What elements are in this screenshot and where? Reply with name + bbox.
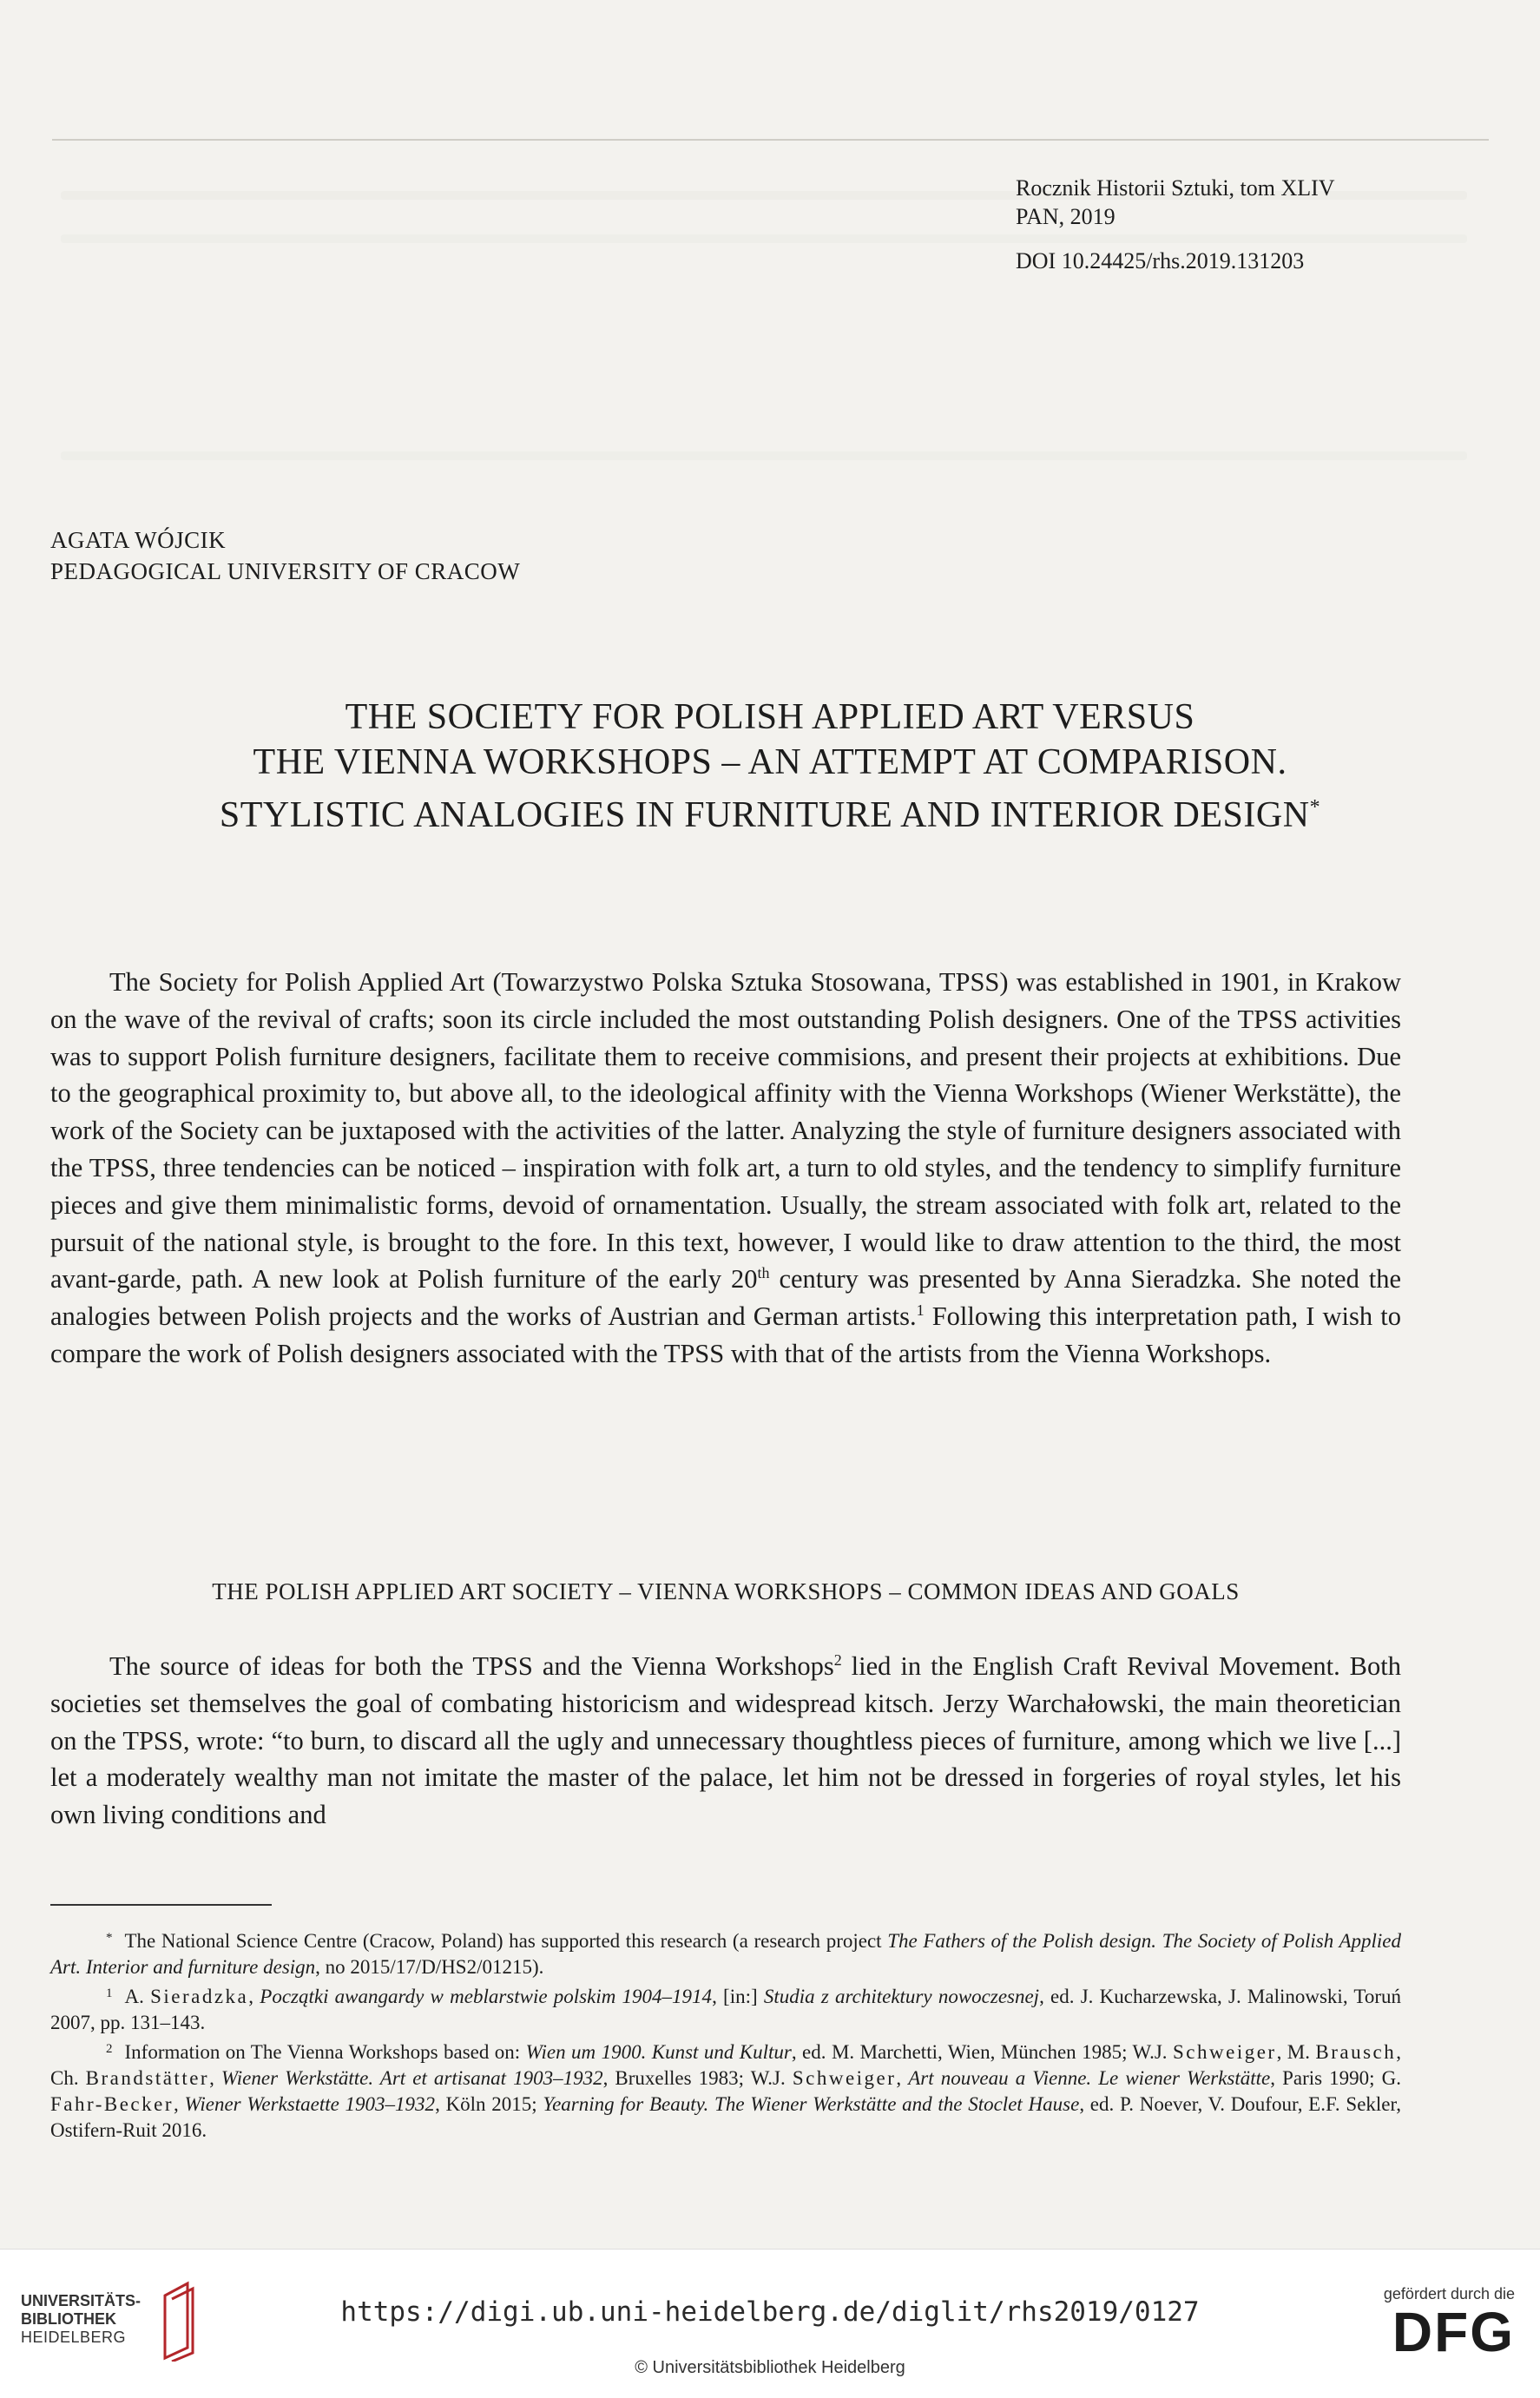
text-run: , Ch. bbox=[50, 2041, 1402, 2089]
title-line: THE SOCIETY FOR POLISH APPLIED ART VERSUS bbox=[345, 697, 1195, 737]
text-run: , Bruxelles 1983; W.J. bbox=[602, 2067, 793, 2089]
intro-paragraph bbox=[50, 964, 1401, 1373]
title-footnote-mark: * bbox=[1309, 796, 1321, 819]
text-run: lied in the English Craft Revival Movement. Both societies set themselves the goal of combating historicism and widespread kitsch. Jerzy Warchałowski, the main theoretician on the TPSS, wrote: “to burn, to discard all the ugly and unnecessary thoughtless pieces of furniture, among which we live [...] let a moderately wealthy man not imitate the master of the palace, let him not be dressed in forgeries of royal styles, let his own living conditions and bbox=[50, 1651, 1401, 1830]
title-line: STYLISTIC ANALOGIES IN FURNITURE AND INTERIOR DESIGN bbox=[219, 795, 1310, 835]
text-run: , Köln 2015; bbox=[435, 2093, 543, 2115]
text-run: , ed. P. Noever, V. Doufour, E.F. Sekler, Ostifern-Ruit 2016. bbox=[50, 2093, 1402, 2141]
text-run: , bbox=[248, 1986, 260, 2007]
italic-title: The Fathers of the Polish design. The Society of Polish Applied Art. Interior and furniture design bbox=[50, 1930, 1401, 1978]
text-run: The source of ideas for both the TPSS and the Vienna Workshops bbox=[109, 1651, 834, 1681]
page-header-rule bbox=[52, 139, 1489, 141]
footnote-mark: 2 bbox=[106, 2042, 113, 2056]
footnote-ref-1: 1 bbox=[916, 1301, 925, 1320]
text-run: , [in:] bbox=[712, 1986, 764, 2007]
text-run: Following this interpretation path, I wish to compare the work of Polish designers associated with the TPSS with that of the artists from the Vienna Workshops. bbox=[50, 1301, 1401, 1368]
footnote-rule bbox=[50, 1904, 272, 1906]
journal-publisher: PAN, 2019 bbox=[1016, 204, 1116, 229]
superscript: th bbox=[757, 1264, 770, 1282]
author-surname: Schweiger bbox=[1173, 2041, 1277, 2063]
author-surname: Brausch bbox=[1315, 2041, 1397, 2063]
text-run: , ed. M. Marchetti, Wien, München 1985; W.J. bbox=[791, 2041, 1173, 2063]
copyright-notice: © Universitätsbibliothek Heidelberg bbox=[635, 2358, 905, 2377]
italic-title: Studia z architektury nowoczesnej bbox=[763, 1986, 1040, 2007]
italic-title: Yearning for Beauty. The Wiener Werkstätte and the Stoclet Hause bbox=[543, 2093, 1080, 2115]
italic-title: Wiener Werkstätte. Art et artisanat 1903–1932 bbox=[220, 2067, 603, 2089]
text-run: The National Science Centre (Cracow, Poland) has supported this research (a research project bbox=[124, 1930, 888, 1952]
library-name-line: BIBLIOTHEK bbox=[21, 2310, 116, 2328]
author-block bbox=[50, 524, 520, 587]
footnote-mark: 1 bbox=[106, 1986, 113, 2000]
funder-label: gefördert durch die bbox=[1383, 2285, 1515, 2302]
doi: DOI 10.24425/rhs.2019.131203 bbox=[1016, 248, 1305, 273]
text-run: , Paris 1990; G. bbox=[1270, 2067, 1401, 2089]
journal-info bbox=[1016, 174, 1450, 275]
italic-title: Art nouveau a Vienne. Le wiener Werkstätte bbox=[908, 2067, 1271, 2089]
author-surname: Sieradzka bbox=[150, 1986, 249, 2007]
title-line-3 bbox=[52, 785, 1488, 838]
italic-title: Wiener Werkstaette 1903–1932 bbox=[184, 2093, 436, 2115]
author-surname: Brandstätter bbox=[85, 2067, 210, 2089]
text-run: , M. bbox=[1276, 2041, 1316, 2063]
text-run: century was presented by Anna Sieradzka. She noted the analogies between Polish projects and the works of Austrian and German artists. bbox=[50, 1264, 1402, 1332]
section-heading: THE POLISH APPLIED ART SOCIETY – VIENNA WORKSHOPS – COMMON IDEAS AND GOALS bbox=[212, 1578, 1240, 1604]
author-name: AGATA WÓJCIK bbox=[50, 527, 227, 553]
footnote-2 bbox=[50, 2036, 1401, 2144]
show-through bbox=[61, 451, 1467, 460]
italic-title: Wien um 1900. Kunst und Kultur bbox=[525, 2041, 792, 2063]
footnote-ref-2: 2 bbox=[833, 1650, 842, 1669]
footnotes bbox=[50, 1925, 1401, 2144]
author-surname: Fahr-Becker bbox=[50, 2093, 174, 2115]
article-title bbox=[52, 695, 1488, 838]
journal-name: Rocznik Historii Sztuki, tom XLIV bbox=[1016, 175, 1335, 201]
italic-title: Początki awangardy w meblarstwie polskim 1904–1914 bbox=[260, 1986, 713, 2007]
funder-logo[interactable] bbox=[1367, 2285, 1515, 2361]
dfg-logo: DFG bbox=[1392, 2301, 1515, 2363]
title-line: THE VIENNA WORKSHOPS – AN ATTEMPT AT COMPARISON. bbox=[253, 742, 1287, 782]
text-run: A. bbox=[124, 1986, 151, 2007]
footnote-1 bbox=[50, 1980, 1401, 2036]
text-run: , no 2015/17/D/HS2/01215). bbox=[315, 1956, 544, 1978]
author-surname: Schweiger bbox=[792, 2067, 897, 2089]
text-run: The Society for Polish Applied Art (Towarzystwo Polska Sztuka Stosowana, TPSS) was established in 1901, in Krakow on the wave of the revival of crafts; soon its circle included the most outstanding Polish designers. One of the TPSS activities was to support Polish furniture designers, facilitate them to receive commisions, and present their projects at exhibitions. Due to the geographical proximity to, but above all, to the ideological affinity with the Vienna Workshops (Wiener Werkstätte), the work of the Society can be juxtaposed with the activities of the latter. Analyzing the style of furniture designers associated with the TPSS, three tendencies can be noticed – inspiration with folk art, a turn to old styles, and the tendency to simplify furniture pieces and give them minimalistic forms, devoid of ornamentation. Usually, the stream associated with folk art, related to the pursuit of the national style, is brought to the fore. In this text, however, I would like to draw attention to the third, the most avant-garde, path. A new look at Polish furniture of the early 20 bbox=[50, 967, 1401, 1295]
text-run: , bbox=[896, 2067, 909, 2089]
library-name-line: UNIVERSITÄTS- bbox=[21, 2292, 141, 2309]
text-run: , ed. J. Kucharzewska, J. Malinowski, Toruń 2007, pp. 131–143. bbox=[50, 1986, 1401, 2033]
text-run: , bbox=[209, 2067, 221, 2089]
text-run: Information on The Vienna Workshops based on: bbox=[124, 2041, 526, 2063]
footnote-mark: * bbox=[106, 1931, 113, 1945]
author-affiliation: PEDAGOGICAL UNIVERSITY OF CRACOW bbox=[50, 558, 521, 584]
section-paragraph bbox=[50, 1648, 1401, 1834]
text-run: , bbox=[173, 2093, 185, 2115]
library-name-line: HEIDELBERG bbox=[21, 2329, 127, 2346]
permalink[interactable]: https://digi.ub.uni-heidelberg.de/diglit/rhs2019/0127 bbox=[340, 2296, 1200, 2328]
footnote-star bbox=[50, 1925, 1401, 1980]
